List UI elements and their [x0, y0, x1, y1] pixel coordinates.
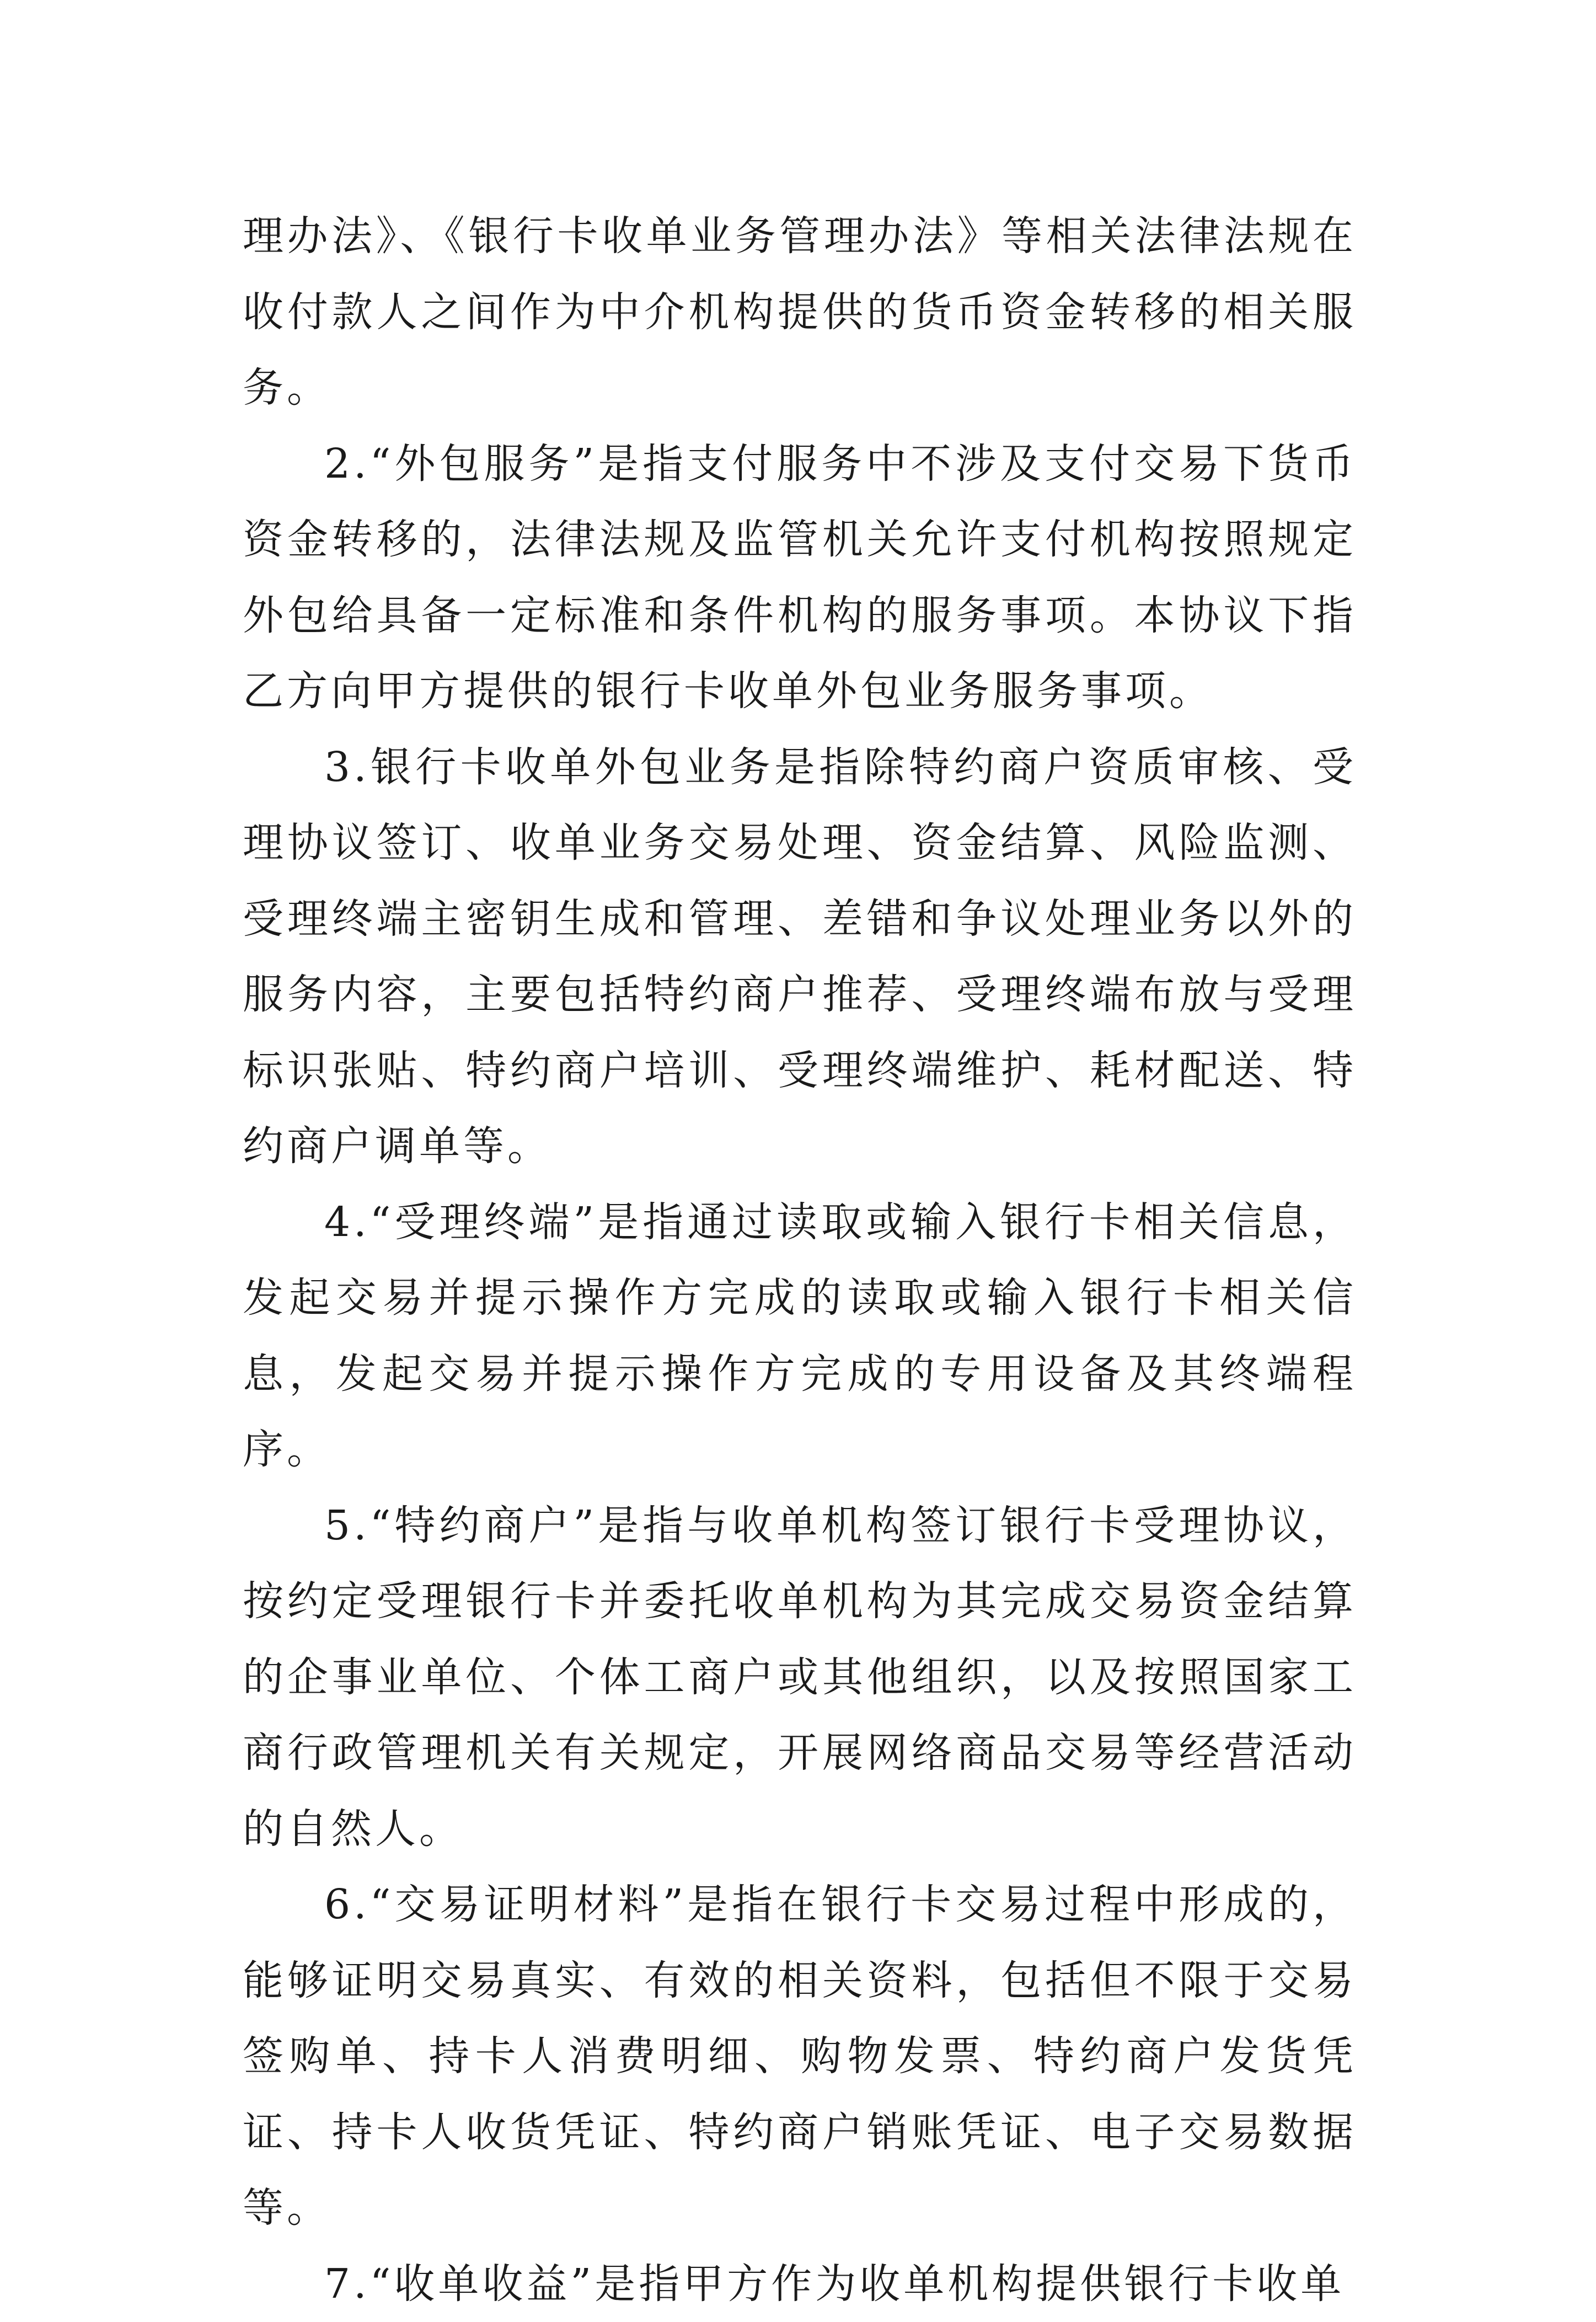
paragraph-item-6-transaction-evidence: 6.“交易证明材料”是指在银行卡交易过程中形成的，能够证明交易真实、有效的相关资料，包括但不限于交易签购单、持卡人消费明细、购物发票、特约商户发货凭证、持卡人收货凭证、特约商户销账凭证、电子交易数据等。	[243, 1867, 1357, 2246]
paragraph-continuation: 理办法》、《银行卡收单业务管理办法》等相关法律法规在收付款人之间作为中介机构提供的货币资金转移的相关服务。	[243, 199, 1357, 426]
document-body	[243, 199, 1357, 2322]
paragraph-item-7-acquiring-income: 7.“收单收益”是指甲方作为收单机构提供银行卡收单	[243, 2246, 1357, 2322]
paragraph-item-2-outsourcing-service: 2.“外包服务”是指支付服务中不涉及支付交易下货币资金转移的，法律法规及监管机关允许支付机构按照规定外包给具备一定标准和条件机构的服务事项。本协议下指乙方向甲方提供的银行卡收单外包业务服务事项。	[243, 426, 1357, 730]
paragraph-item-3-card-acquiring-outsourcing: 3.银行卡收单外包业务是指除特约商户资质审核、受理协议签订、收单业务交易处理、资金结算、风险监测、受理终端主密钥生成和管理、差错和争议处理业务以外的服务内容，主要包括特约商户推荐、受理终端布放与受理标识张贴、特约商户培训、受理终端维护、耗材配送、特约商户调单等。	[243, 730, 1357, 1185]
paragraph-item-4-acceptance-terminal: 4.“受理终端”是指通过读取或输入银行卡相关信息，发起交易并提示操作方完成的读取或输入银行卡相关信息，发起交易并提示操作方完成的专用设备及其终端程序。	[243, 1185, 1357, 1488]
paragraph-item-5-special-merchant: 5.“特约商户”是指与收单机构签订银行卡受理协议，按约定受理银行卡并委托收单机构为其完成交易资金结算的企事业单位、个体工商户或其他组织，以及按照国家工商行政管理机关有关规定，开展网络商品交易等经营活动的自然人。	[243, 1488, 1357, 1868]
